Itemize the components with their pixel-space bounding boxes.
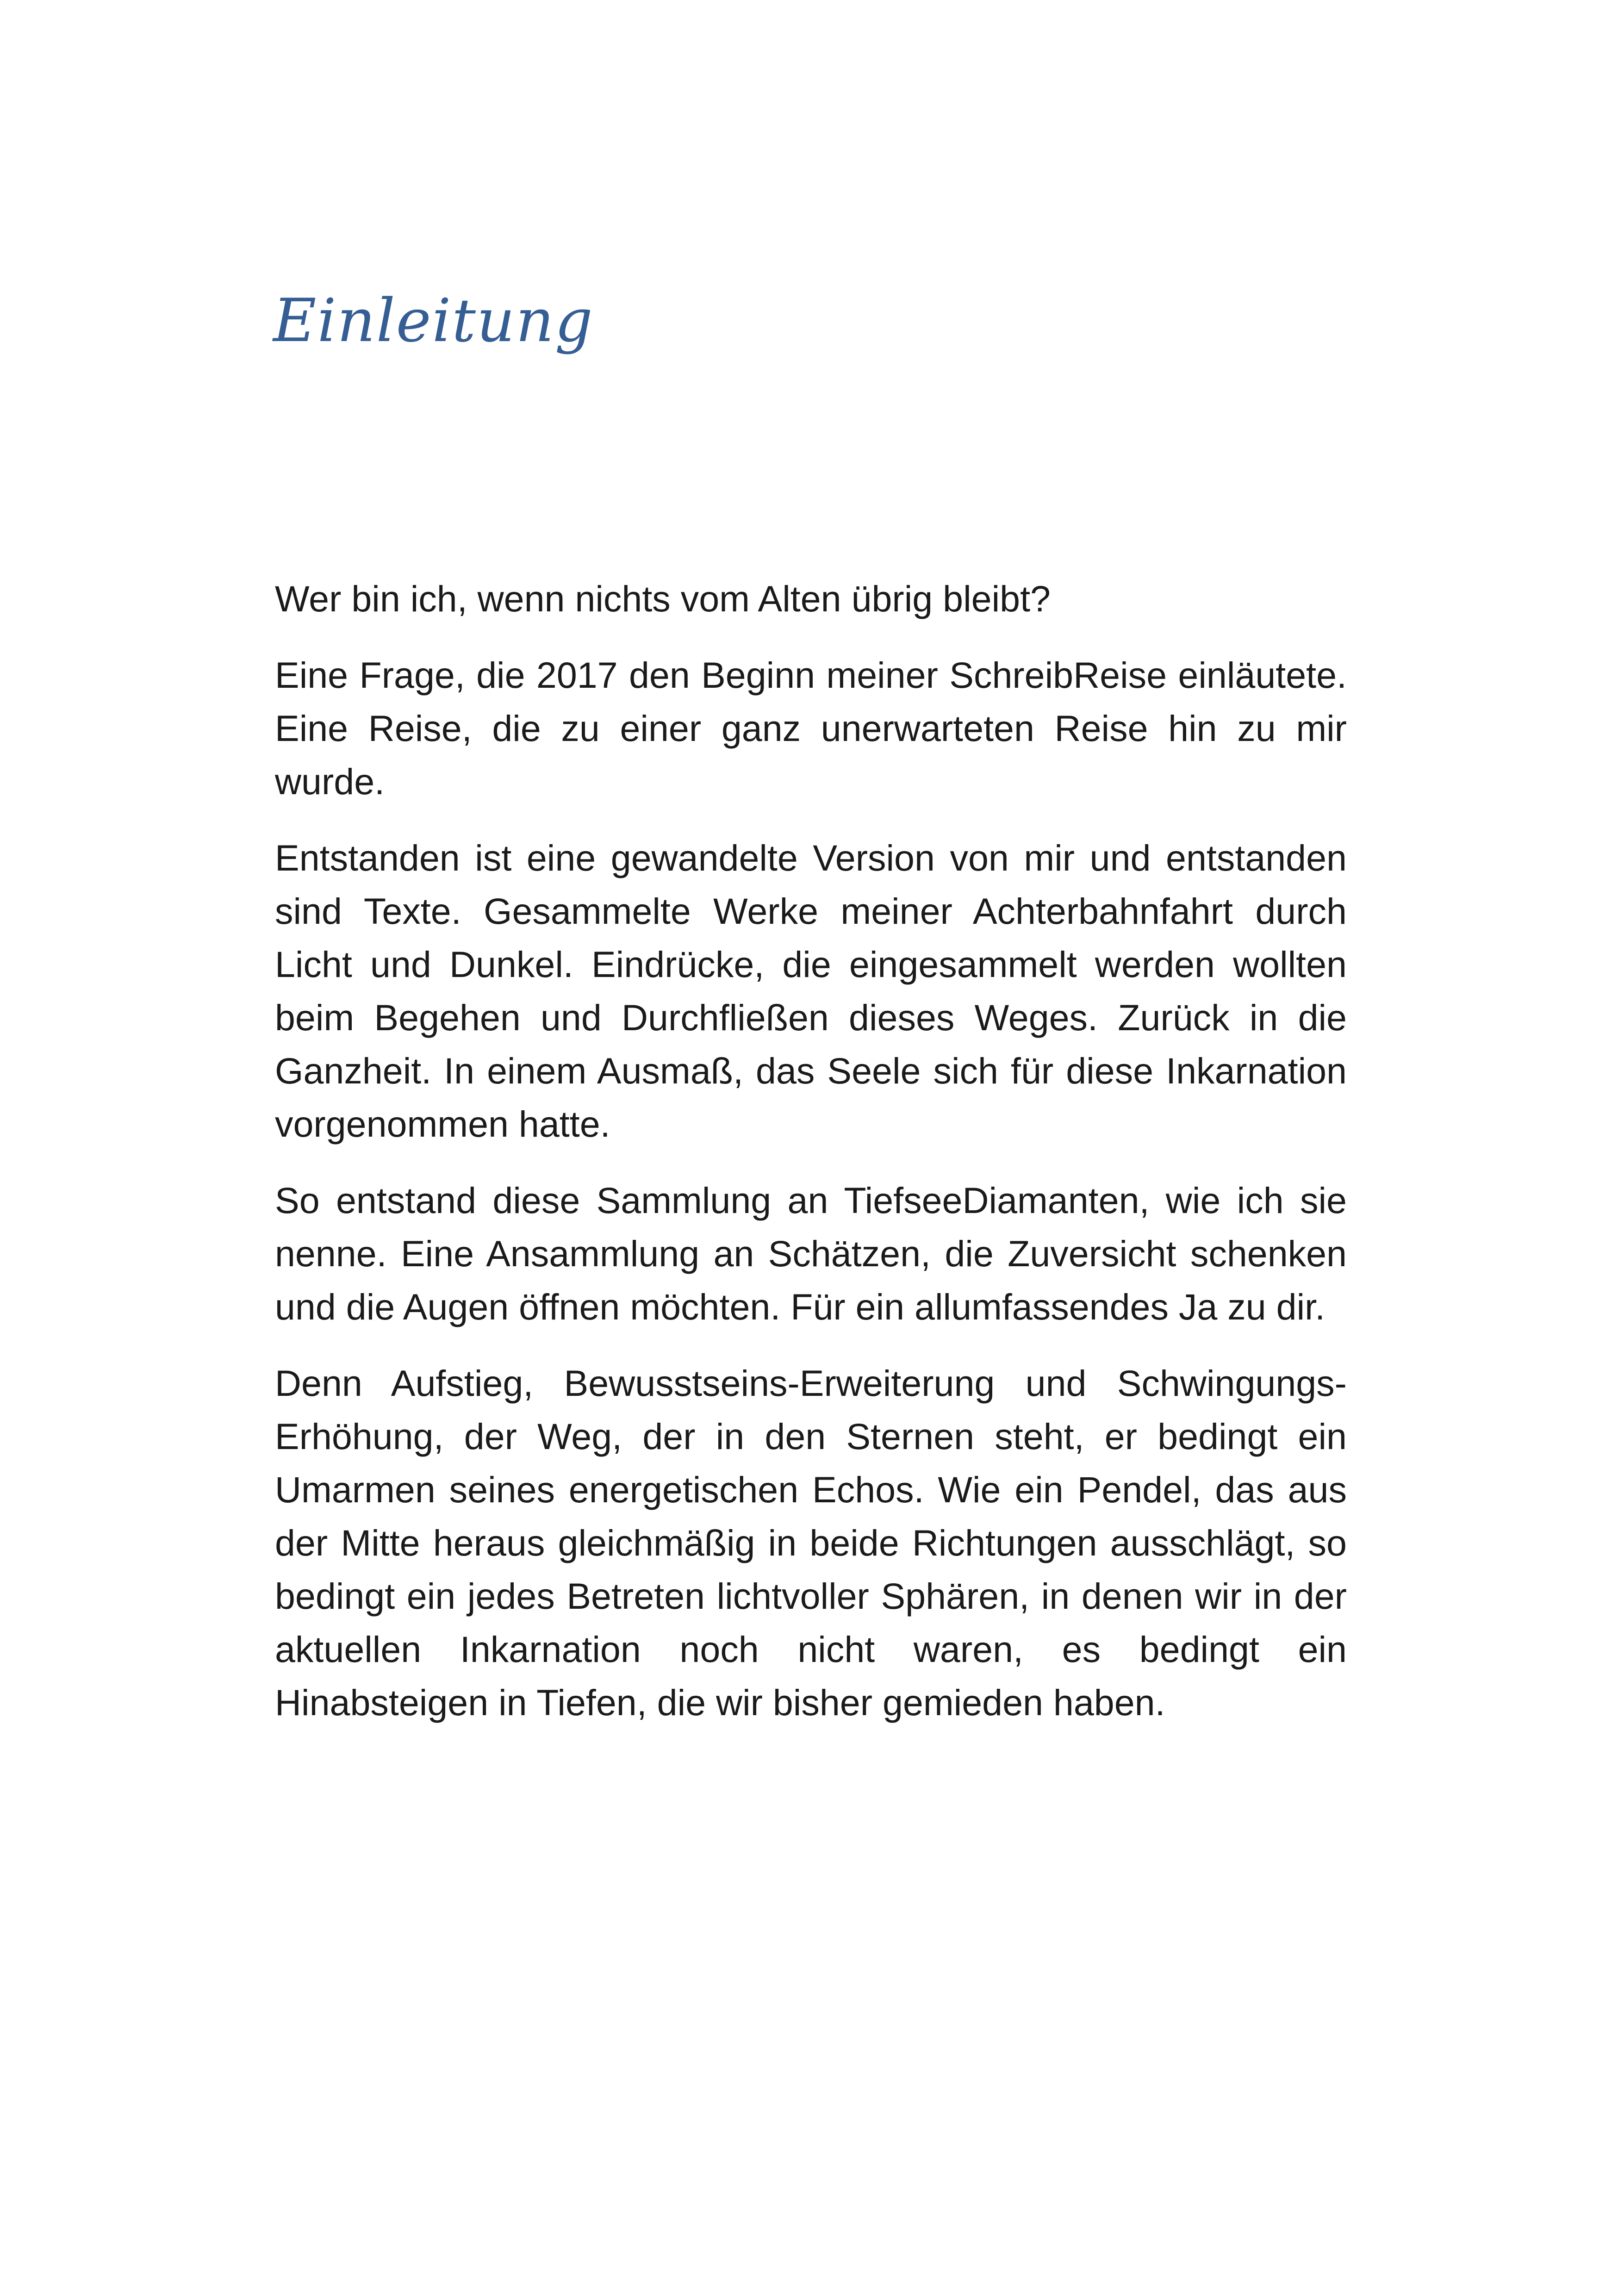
paragraph-question: Wer bin ich, wenn nichts vom Alten übrig bleibt? xyxy=(275,578,1051,619)
chapter-heading: Einleitung xyxy=(273,286,594,355)
body-text xyxy=(275,572,1347,1729)
paragraph-tiefsee-diamanten: So entstand diese Sammlung an TiefseeDiamanten, wie ich sie nenne. Eine Ansammlung an Schätzen, die Zuversicht schenken und die Augen öffnen möchten. Für ein allumfassendes Ja zu dir. xyxy=(275,1180,1347,1327)
paragraph-texts-origin: Entstanden ist eine gewandelte Version von mir und entstanden sind Texte. Gesammelte Werke meiner Achterbahnfahrt durch Licht und Dunkel. Eindrücke, die eingesammelt werden wollten beim Begehen und Durchfließen dieses Weges. Zurück in die Ganzheit. In einem Ausmaß, das Seele sich für diese Inkarnation vorgenommen hatte. xyxy=(275,837,1347,1145)
paragraph-journey-start: Eine Frage, die 2017 den Beginn meiner SchreibReise einläutete. Eine Reise, die zu einer ganz unerwarteten Reise hin zu mir wurde. xyxy=(275,654,1347,802)
paragraph-ascension: Denn Aufstieg, Bewusstseins-Erweiterung und Schwingungs-Erhöhung, der Weg, der in den Sternen steht, er bedingt ein Umarmen seines energetischen Echos. Wie ein Pendel, das aus der Mitte heraus gleichmäßig in beide Richtungen ausschlägt, so bedingt ein jedes Betreten lichtvoller Sphären, in denen wir in der aktuellen Inkarnation noch nicht waren, es bedingt ein Hinabsteigen in Tiefen, die wir bisher gemieden haben. xyxy=(275,1363,1347,1723)
